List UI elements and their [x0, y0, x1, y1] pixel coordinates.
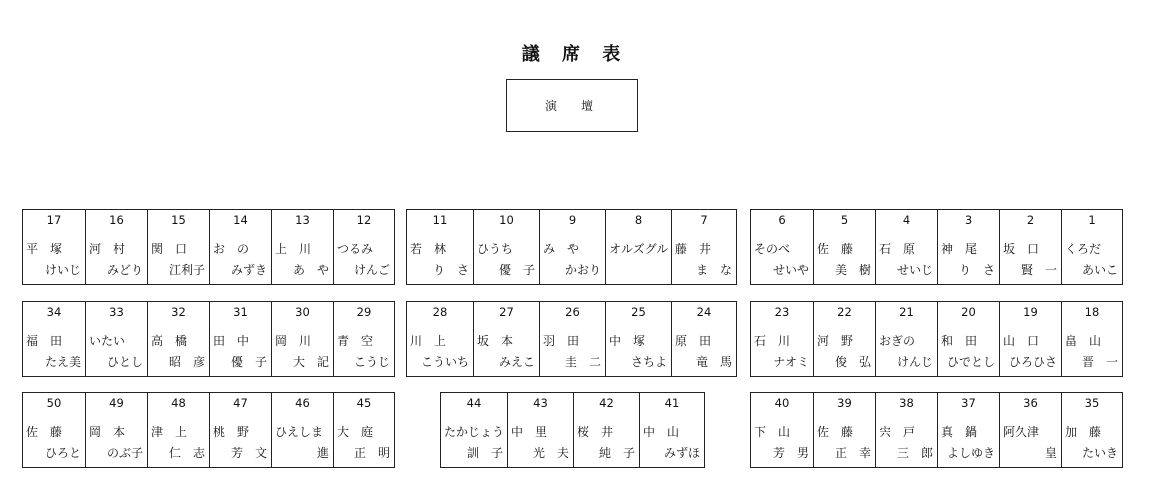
- podium: 演 壇: [506, 79, 638, 132]
- seat-number: 12: [356, 213, 372, 227]
- member-given-name: あいこ: [1081, 263, 1118, 277]
- seat-cell: [605, 210, 671, 284]
- member-surname: 藤 井: [675, 242, 712, 256]
- member-surname: オルズグル: [609, 242, 669, 256]
- member-given-name: かおり: [564, 263, 601, 277]
- seat-block: [440, 392, 705, 468]
- seat-number: 32: [171, 305, 186, 319]
- member-given-name: けんご: [353, 263, 390, 277]
- seat-cell: [751, 393, 813, 467]
- member-given-name: たえ美: [44, 355, 81, 369]
- seat-number: 17: [46, 213, 62, 227]
- seat-cell: [85, 302, 147, 376]
- member-surname: 畠 山: [1065, 334, 1102, 348]
- seat-number: 31: [233, 305, 248, 319]
- seat-number: 27: [499, 305, 514, 319]
- seat-cell: [209, 393, 271, 467]
- seat-cell: [147, 393, 209, 467]
- member-given-name: り さ: [958, 263, 995, 277]
- seat-cell: [147, 302, 209, 376]
- member-surname: 石 川: [754, 334, 791, 348]
- seat-number: 10: [499, 213, 514, 227]
- member-surname: 高 橋: [151, 334, 188, 348]
- member-given-name: ま な: [695, 263, 732, 277]
- seat-number: 42: [599, 396, 614, 410]
- member-surname: 岡 川: [275, 334, 312, 348]
- seat-number: 11: [432, 213, 448, 227]
- member-surname: 中 塚: [609, 334, 646, 348]
- member-given-name: 晋 一: [1081, 355, 1118, 369]
- seat-number: 44: [466, 396, 482, 410]
- member-surname: いたい: [89, 334, 126, 348]
- member-surname: 神 尾: [941, 242, 978, 256]
- seat-cell: [507, 393, 573, 467]
- member-given-name: 正 明: [353, 446, 390, 460]
- member-surname: 佐 藤: [817, 242, 854, 256]
- seat-cell: [875, 302, 937, 376]
- seat-cell: [333, 302, 394, 376]
- member-given-name: 賢 一: [1020, 263, 1057, 277]
- member-given-name: 江利子: [168, 263, 205, 277]
- member-given-name: 俊 弘: [834, 355, 871, 369]
- member-surname: 若 林: [410, 242, 447, 256]
- seat-number: 35: [1084, 396, 1100, 410]
- member-surname: 坂 口: [1003, 242, 1040, 256]
- seat-cell: [271, 393, 333, 467]
- seat-number: 50: [46, 396, 62, 410]
- seat-number: 36: [1023, 396, 1038, 410]
- member-given-name: ひろひさ: [1008, 355, 1057, 369]
- seat-number: 18: [1084, 305, 1100, 319]
- member-surname: 加 藤: [1065, 425, 1102, 439]
- member-given-name: り さ: [432, 263, 469, 277]
- seat-number: 22: [837, 305, 852, 319]
- member-surname: 関 口: [151, 242, 188, 256]
- member-surname: 原 田: [675, 334, 712, 348]
- member-given-name: 三 郎: [896, 446, 933, 460]
- member-given-name: ひとし: [106, 355, 143, 369]
- seat-number: 6: [778, 213, 786, 227]
- seat-cell: [271, 210, 333, 284]
- member-surname: 津 上: [151, 425, 188, 439]
- member-given-name: 芳 文: [230, 446, 267, 460]
- member-surname: 桃 野: [213, 425, 250, 439]
- seat-cell: [605, 302, 671, 376]
- member-given-name: ひでとし: [946, 355, 995, 369]
- member-surname: くろだ: [1065, 242, 1102, 256]
- seat-number: 46: [295, 396, 310, 410]
- member-given-name: けいじ: [44, 263, 81, 277]
- seat-cell: [999, 393, 1061, 467]
- seat-number: 28: [432, 305, 448, 319]
- member-surname: ひうち: [477, 242, 514, 256]
- seat-cell: [147, 210, 209, 284]
- seat-cell: [407, 210, 473, 284]
- member-surname: 坂 本: [477, 334, 514, 348]
- seat-cell: [441, 393, 507, 467]
- seat-number: 1: [1088, 213, 1096, 227]
- seat-cell: [999, 302, 1061, 376]
- member-surname: おぎの: [879, 334, 916, 348]
- member-given-name: 圭 二: [564, 355, 601, 369]
- member-surname: 田 中: [213, 334, 250, 348]
- member-surname: 佐 藤: [817, 425, 854, 439]
- seat-number: 48: [171, 396, 186, 410]
- member-given-name: よしゆき: [946, 446, 995, 460]
- member-given-name: せいじ: [896, 263, 933, 277]
- seat-number: 8: [634, 213, 643, 227]
- member-given-name: 美 樹: [834, 263, 871, 277]
- member-surname: 下 山: [754, 425, 791, 439]
- member-given-name: 訓 子: [466, 446, 503, 460]
- member-given-name: みずき: [230, 263, 267, 277]
- member-surname: 中 山: [643, 425, 680, 439]
- seat-number: 38: [899, 396, 914, 410]
- member-surname: 河 野: [817, 334, 854, 348]
- seat-cell: [875, 210, 937, 284]
- member-given-name: 芳 男: [772, 446, 809, 460]
- seat-block: [750, 301, 1123, 377]
- seat-number: 29: [356, 305, 372, 319]
- seat-cell: [751, 210, 813, 284]
- member-surname: 青 空: [337, 334, 374, 348]
- member-given-name: あ や: [292, 263, 329, 277]
- seat-number: 19: [1023, 305, 1038, 319]
- member-surname: 阿久津: [1003, 425, 1040, 439]
- seat-number: 43: [533, 396, 548, 410]
- seat-cell: [23, 210, 85, 284]
- member-given-name: のぶ子: [106, 446, 143, 460]
- seat-cell: [85, 393, 147, 467]
- member-given-name: 光 夫: [532, 446, 569, 460]
- member-surname: 真 鍋: [941, 425, 978, 439]
- member-surname: 山 口: [1003, 334, 1040, 348]
- seat-number: 7: [700, 213, 708, 227]
- member-given-name: 皇: [1044, 446, 1057, 460]
- page-title: 議 席 表: [521, 44, 629, 65]
- member-given-name: ナオミ: [773, 355, 809, 369]
- member-surname: たかじょう: [444, 425, 505, 439]
- seat-number: 14: [233, 213, 248, 227]
- seat-cell: [671, 302, 736, 376]
- seat-number: 24: [696, 305, 712, 319]
- seat-number: 4: [902, 213, 911, 227]
- seat-cell: [1061, 210, 1122, 284]
- member-given-name: けんじ: [896, 355, 933, 369]
- seat-number: 15: [171, 213, 186, 227]
- member-given-name: 大 記: [292, 355, 329, 369]
- seat-cell: [473, 302, 539, 376]
- member-given-name: みずほ: [663, 446, 700, 460]
- member-surname: 平 塚: [26, 242, 63, 256]
- member-given-name: みどり: [106, 263, 143, 277]
- member-surname: 川 上: [410, 334, 447, 348]
- seat-number: 45: [356, 396, 372, 410]
- member-surname: ひえしま: [275, 425, 324, 439]
- seat-cell: [271, 302, 333, 376]
- seat-block: [406, 301, 737, 377]
- member-surname: 岡 本: [89, 425, 126, 439]
- seat-number: 21: [899, 305, 914, 319]
- seat-cell: [813, 210, 875, 284]
- seat-number: 13: [295, 213, 310, 227]
- member-given-name: 正 幸: [834, 446, 871, 460]
- member-surname: 羽 田: [543, 334, 580, 348]
- seat-cell: [813, 393, 875, 467]
- member-surname: 佐 藤: [26, 425, 63, 439]
- seat-cell: [333, 210, 394, 284]
- member-surname: つるみ: [337, 242, 374, 256]
- member-surname: 大 庭: [337, 425, 374, 439]
- seat-cell: [875, 393, 937, 467]
- seat-number: 30: [295, 305, 310, 319]
- member-surname: 桜 井: [577, 425, 614, 439]
- seat-number: 5: [840, 213, 849, 227]
- member-given-name: 仁 志: [168, 446, 205, 460]
- seat-cell: [539, 302, 605, 376]
- member-surname: 石 原: [879, 242, 916, 256]
- member-given-name: こうじ: [353, 355, 390, 369]
- seat-cell: [937, 302, 999, 376]
- seat-cell: [999, 210, 1061, 284]
- member-surname: そのべ: [754, 242, 791, 256]
- member-surname: 宍 戸: [879, 425, 916, 439]
- seat-number: 37: [961, 396, 976, 410]
- seat-block: [22, 301, 395, 377]
- member-surname: 河 村: [89, 242, 126, 256]
- seat-number: 9: [568, 213, 577, 227]
- seat-number: 41: [664, 396, 680, 410]
- seat-cell: [23, 302, 85, 376]
- member-given-name: みえこ: [498, 355, 535, 369]
- seat-number: 3: [964, 213, 973, 227]
- seat-block: [750, 392, 1123, 468]
- seat-cell: [671, 210, 736, 284]
- seat-number: 49: [109, 396, 124, 410]
- seat-number: 2: [1026, 213, 1035, 227]
- member-surname: 中 里: [511, 425, 548, 439]
- member-surname: 和 田: [941, 334, 978, 348]
- seat-cell: [1061, 302, 1122, 376]
- member-given-name: 昭 彦: [168, 355, 205, 369]
- member-given-name: 優 子: [498, 263, 535, 277]
- seat-cell: [1061, 393, 1122, 467]
- seat-cell: [573, 393, 639, 467]
- seat-number: 26: [565, 305, 580, 319]
- seat-block: [22, 209, 395, 285]
- member-given-name: さちよ: [630, 355, 667, 369]
- seat-number: 40: [774, 396, 790, 410]
- seat-number: 16: [109, 213, 124, 227]
- member-surname: お の: [213, 242, 250, 256]
- member-given-name: こういち: [420, 355, 469, 369]
- seat-cell: [209, 302, 271, 376]
- seat-cell: [407, 302, 473, 376]
- seat-number: 23: [774, 305, 790, 319]
- member-given-name: ひろと: [44, 446, 81, 460]
- seat-cell: [751, 302, 813, 376]
- seat-cell: [333, 393, 394, 467]
- seat-cell: [813, 302, 875, 376]
- seat-cell: [937, 210, 999, 284]
- seat-number: 20: [961, 305, 976, 319]
- seat-block: [22, 392, 395, 468]
- member-surname: み や: [543, 242, 580, 256]
- seat-cell: [539, 210, 605, 284]
- seat-block: [750, 209, 1123, 285]
- member-surname: 福 田: [26, 334, 63, 348]
- seat-cell: [209, 210, 271, 284]
- member-given-name: 純 子: [598, 446, 635, 460]
- seat-cell: [937, 393, 999, 467]
- seat-number: 33: [109, 305, 124, 319]
- member-given-name: 優 子: [230, 355, 267, 369]
- seat-number: 34: [46, 305, 62, 319]
- member-given-name: 進: [316, 446, 329, 460]
- seat-number: 39: [837, 396, 852, 410]
- seat-cell: [639, 393, 704, 467]
- member-given-name: 竜 馬: [695, 355, 732, 369]
- member-given-name: たいき: [1081, 446, 1118, 460]
- seat-number: 47: [233, 396, 248, 410]
- seat-cell: [23, 393, 85, 467]
- seat-cell: [85, 210, 147, 284]
- seat-block: [406, 209, 737, 285]
- seat-cell: [473, 210, 539, 284]
- seat-number: 25: [631, 305, 646, 319]
- member-surname: 上 川: [275, 242, 312, 256]
- member-given-name: せいや: [772, 263, 809, 277]
